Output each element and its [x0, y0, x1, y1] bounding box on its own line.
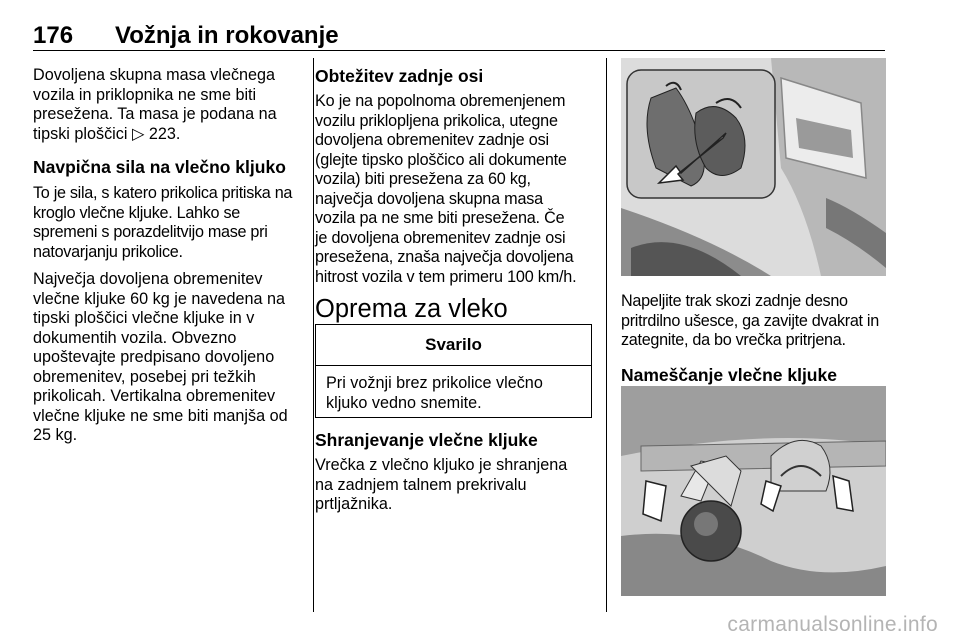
paragraph: Napeljite trak skozi zadnje desno pritrdilno ušesce, ga zavijte dvakrat in zategnite, da bo vrečka pritrjena. [621, 292, 879, 349]
tow-hook-installation-illustration [621, 386, 886, 596]
trunk-bag-illustration [621, 58, 886, 276]
sub-heading: Shranjevanje vlečne kljuke [315, 430, 538, 450]
paragraph: Največja dovoljena obremenitev vlečne kljuke 60 kg je navedena na tipski ploščici vlečne kljuke in v dokumentih vozila. Obvezno upoštevajte predpisano dovoljeno obremenitev, posebej pri težkih prikolicah. Vertikalna obremenitev vlečne kljuke ne sme biti manjša od 25 kg. [33, 270, 288, 444]
warning-text: Pri vožnji brez prikolice vlečno kljuko vedno snemite. [326, 374, 543, 412]
intro-paragraph: Dovoljena skupna masa vlečnega vozila in priklopnika ne sme biti presežena. Ta masa je podana na tipski ploščici ▷ 223. [33, 66, 277, 143]
section-heading: Obtežitev zadnje osi [315, 66, 484, 86]
paragraph: Vrečka z vlečno kljuko je shranjena na zadnjem talnem prekrivalu prtljažnika. [315, 456, 568, 513]
column-divider [606, 58, 607, 612]
warning-title: Svarilo [316, 325, 591, 366]
paragraph: Ko je na popolnoma obremenjenem vozilu priklopljena prikolica, utegne dovoljena obremenitev zadnje osi (glejte tipsko ploščico ali dokumente vozila) biti presežena za 60 kg, največja dovoljena skupna masa vozila pa ne sme biti presežena. Če je dovoljena obremenitev zadnje osi presežena, znaša največja dovoljena hitrost vozila v tem primeru 100 km/h. [315, 92, 577, 286]
page-reference: tipski ploščici ▷ 223. [33, 124, 181, 143]
page-number: 176 [33, 22, 74, 49]
column-divider [313, 58, 314, 612]
middle-column [315, 66, 600, 287]
paragraph: To je sila, s katero prikolica pritiska na kroglo vlečne kljuke. Lahko se spremeni s porazdelitvijo mase pri natovarjanju prikolice. [33, 184, 293, 261]
middle-column-lower [315, 430, 600, 515]
section-title: Oprema za vleko [315, 295, 508, 323]
left-column [33, 66, 303, 446]
chapter-title: Vožnja in rokovanje [115, 22, 339, 49]
watermark: carmanualsonline.info [727, 613, 938, 636]
warning-box [315, 324, 592, 418]
right-column [621, 292, 891, 386]
section-heading: Nameščanje vlečne kljuke [621, 364, 837, 385]
page-header [33, 20, 885, 51]
section-heading: Navpična sila na vlečno kljuko [33, 157, 286, 177]
